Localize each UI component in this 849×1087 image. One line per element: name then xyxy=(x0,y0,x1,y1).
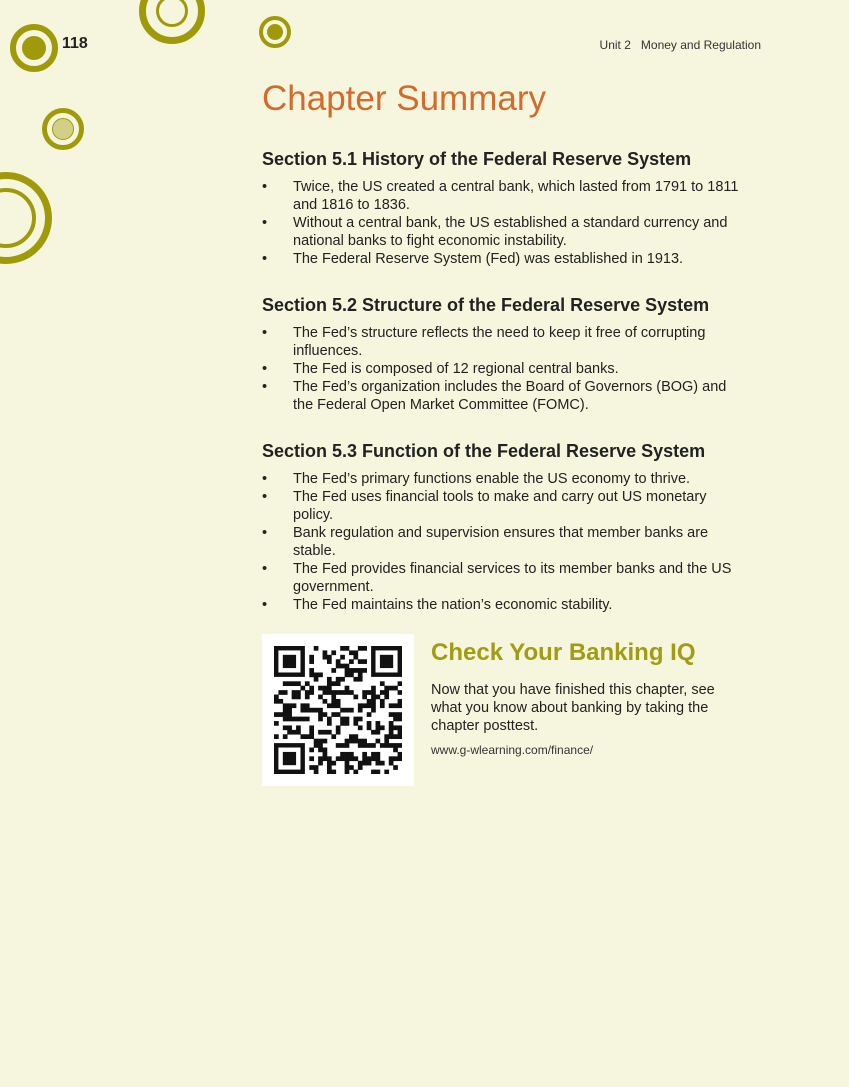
banking-iq-body-line: chapter posttest. xyxy=(431,718,539,734)
bullet-text-line: The Fed provides financial services to its member banks and the US xyxy=(293,561,732,577)
banking-iq-title: Check Your Banking IQ xyxy=(431,639,696,666)
page-number: 118 xyxy=(62,35,88,52)
section-heading: Section 5.2 Structure of the Federal Reserve System xyxy=(262,295,710,315)
summary-section xyxy=(262,294,762,414)
list-item xyxy=(262,250,762,268)
bullet-icon: • xyxy=(262,471,268,487)
bullet-text-line: national banks to fight economic instability. xyxy=(293,233,567,249)
bullet-list xyxy=(262,178,762,268)
bullet-text-line: Twice, the US created a central bank, which lasted from 1791 to 1811 xyxy=(293,179,739,195)
bullet-text-line: and 1816 to 1836. xyxy=(293,197,410,213)
bullet-icon: • xyxy=(262,251,268,267)
qr-code-icon xyxy=(274,646,402,774)
bullet-icon: • xyxy=(262,379,268,395)
running-head xyxy=(600,38,761,52)
list-item xyxy=(262,560,762,596)
list-item xyxy=(262,470,762,488)
banking-iq-body xyxy=(431,681,761,735)
bullet-text-line: influences. xyxy=(293,343,363,359)
bullet-text-line: Bank regulation and supervision ensures that member banks are xyxy=(293,525,709,541)
decorative-dot-icon xyxy=(22,36,46,60)
bullet-text-line: The Fed’s structure reflects the need to keep it free of corrupting xyxy=(293,325,706,341)
bullet-text-line: government. xyxy=(293,579,374,595)
list-item xyxy=(262,214,762,250)
bullet-text-line: stable. xyxy=(293,543,336,559)
bullet-icon: • xyxy=(262,561,268,577)
bullet-text-line: The Federal Reserve System (Fed) was established in 1913. xyxy=(293,251,684,267)
section-heading: Section 5.3 Function of the Federal Reserve System xyxy=(262,441,706,461)
chapter-summary xyxy=(262,78,762,614)
qr-code[interactable] xyxy=(262,634,414,786)
page-title: Chapter Summary xyxy=(262,79,546,118)
summary-section xyxy=(262,148,762,268)
banking-iq-body-line: Now that you have finished this chapter, see xyxy=(431,682,715,698)
bullet-icon: • xyxy=(262,361,268,377)
decorative-dot-icon xyxy=(52,118,74,140)
summary-section xyxy=(262,440,762,614)
bullet-icon: • xyxy=(262,525,268,541)
banking-iq-panel xyxy=(262,634,762,786)
bullet-icon: • xyxy=(262,179,268,195)
list-item xyxy=(262,488,762,524)
list-item xyxy=(262,524,762,560)
bullet-text-line: The Fed’s primary functions enable the US economy to thrive. xyxy=(293,471,691,487)
banking-iq-body-line: what you know about banking by taking the xyxy=(431,700,709,716)
bullet-text-line: The Fed’s organization includes the Board of Governors (BOG) and xyxy=(293,379,727,395)
sections-container xyxy=(262,148,762,614)
unit-title: Money and Regulation xyxy=(640,38,761,52)
bullet-icon: • xyxy=(262,597,268,613)
bullet-icon: • xyxy=(262,215,268,231)
unit-label: Unit 2 xyxy=(599,38,631,52)
list-item xyxy=(262,324,762,360)
bullet-text-line: Without a central bank, the US established a standard currency and xyxy=(293,215,728,231)
bullet-text-line: The Fed maintains the nation’s economic stability. xyxy=(293,597,613,613)
list-item xyxy=(262,178,762,214)
posttest-link[interactable]: www.g-wlearning.com/finance/ xyxy=(431,743,594,757)
bullet-text-line: The Fed is composed of 12 regional central banks. xyxy=(293,361,619,377)
bullet-list xyxy=(262,324,762,414)
bullet-text-line: the Federal Open Market Committee (FOMC). xyxy=(293,397,589,413)
list-item xyxy=(262,596,762,614)
list-item xyxy=(262,378,762,414)
bullet-icon: • xyxy=(262,489,268,505)
banking-iq-text xyxy=(431,639,761,757)
bullet-text-line: The Fed uses financial tools to make and carry out US monetary xyxy=(293,489,707,505)
section-heading: Section 5.1 History of the Federal Reserve System xyxy=(262,149,692,169)
decorative-dot-icon xyxy=(267,24,283,40)
bullet-text-line: policy. xyxy=(293,507,334,523)
list-item xyxy=(262,360,762,378)
bullet-icon: • xyxy=(262,325,268,341)
bullet-list xyxy=(262,470,762,614)
